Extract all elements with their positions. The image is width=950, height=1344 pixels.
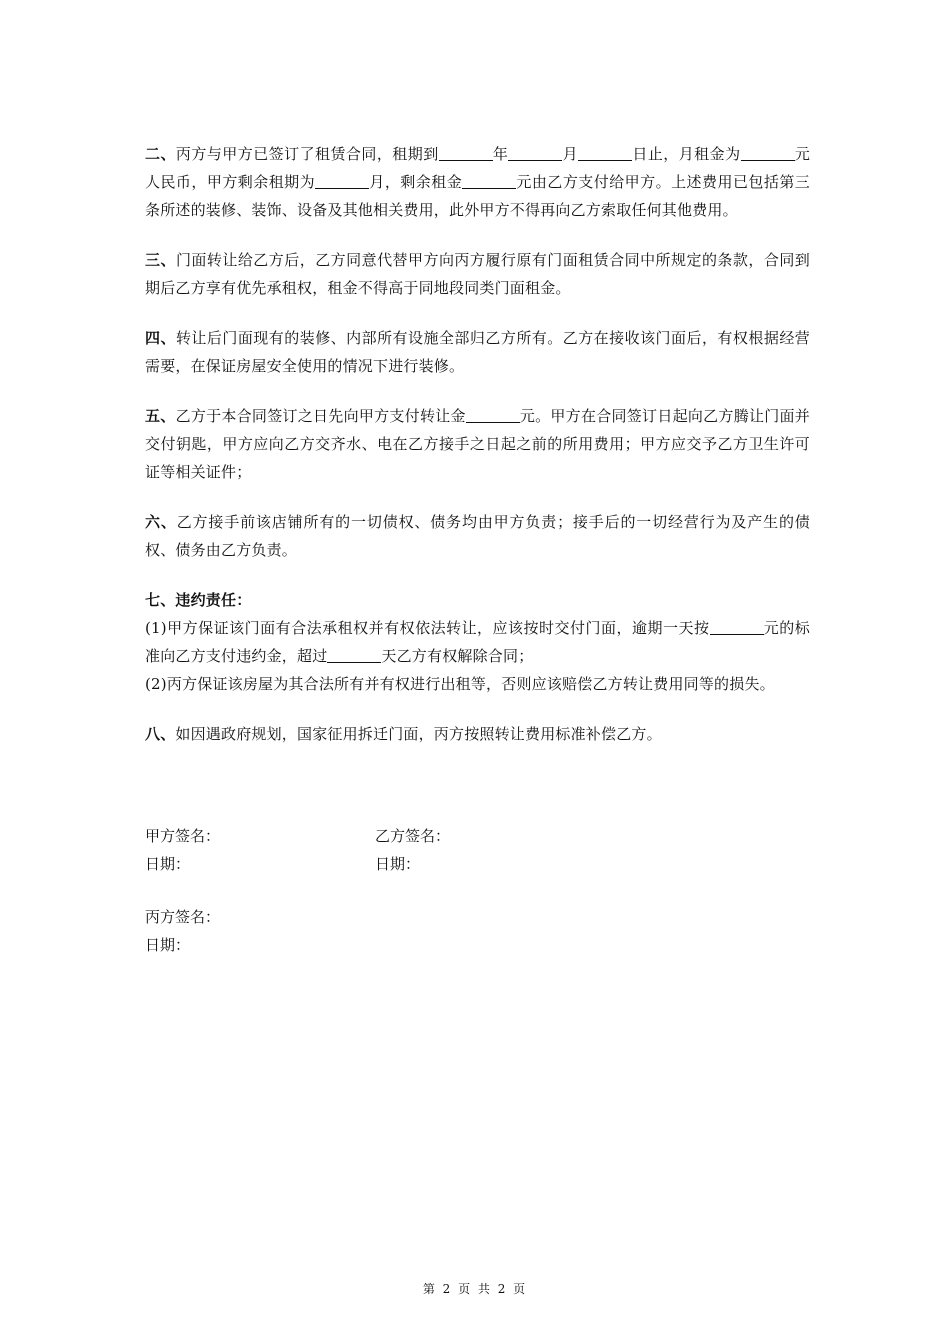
clause-2-text-d: 日止，月租金为 [632, 145, 741, 163]
clause-2-number: 二、 [145, 145, 176, 163]
blank-month [508, 144, 562, 161]
clause-8-number: 八、 [145, 725, 176, 743]
clause-2-text-e: 元人民币，甲方剩余租期为 [145, 145, 811, 191]
blank-year [439, 144, 493, 161]
clause-2-text-b: 年 [492, 145, 509, 163]
blank-daily-penalty [710, 618, 764, 635]
clause-2 [145, 140, 810, 224]
clause-7-title: 七、违约责任： [145, 591, 252, 609]
blank-day [578, 144, 632, 161]
clause-4-number: 四、 [145, 329, 176, 347]
blank-transfer-fee [466, 406, 520, 423]
clause-2-text-c: 月 [562, 145, 579, 163]
clause-4 [145, 324, 810, 380]
contract-body [145, 140, 810, 770]
party-b-date-label: 日期： [375, 855, 421, 873]
blank-days-limit [327, 646, 381, 663]
clause-6-text: 乙方接手前该店铺所有的一切债权、债务均由甲方负责；接手后的一切经营行为及产生的债权、债务由乙方负责。 [145, 513, 810, 559]
clause-5-text-a: 乙方于本合同签订之日先向甲方支付转让金 [175, 407, 466, 425]
clause-5-number: 五、 [145, 407, 176, 425]
signature-block-c [145, 903, 220, 959]
signature-row-c-sign [145, 903, 220, 931]
blank-remaining-term [315, 172, 369, 189]
clause-2-text-a: 丙方与甲方已签订了租赁合同，租期到 [175, 145, 439, 163]
clause-5 [145, 402, 810, 486]
clause-6 [145, 508, 810, 564]
clause-7 [145, 586, 810, 698]
party-b-sign-label: 乙方签名： [375, 827, 451, 845]
signature-block-ab [145, 822, 451, 878]
clause-7-item-1-a: (1)甲方保证该门面有合法承租权并有权依法转让，应该按时交付门面，逾期一天按 [145, 619, 710, 637]
clause-3 [145, 246, 810, 302]
signature-row-c-date [145, 931, 220, 959]
signature-row-date [145, 850, 421, 878]
clause-3-text: 门面转让给乙方后，乙方同意代替甲方向丙方履行原有门面租赁合同中所规定的条款，合同到期后乙方享有优先承租权，租金不得高于同地段同类门面租金。 [145, 251, 810, 297]
page-footer: 第 2 页 共 2 页 [422, 1282, 528, 1296]
clause-7-item-1-c: 天乙方有权解除合同； [381, 647, 534, 665]
clause-4-text: 转让后门面现有的装修、内部所有设施全部归乙方所有。乙方在接收该门面后，有权根据经营需要，在保证房屋安全使用的情况下进行装修。 [145, 329, 810, 375]
party-c-sign-label: 丙方签名： [145, 908, 221, 926]
clause-5-text-b: 元。甲方在合同签订日起向乙方腾让门面并交付钥匙，甲方应向乙方交齐水、电在乙方接手之日起之前的所用费用；甲方应交予乙方卫生许可证等相关证件； [145, 407, 810, 481]
party-c-date-label: 日期： [145, 936, 191, 954]
party-a-date-label: 日期： [145, 855, 191, 873]
clause-8 [145, 720, 810, 748]
clause-3-number: 三、 [145, 251, 176, 269]
clause-7-item-2: (2)丙方保证该房屋为其合法所有并有权进行出租等，否则应该赔偿乙方转让费用同等的损失。 [145, 675, 775, 693]
clause-7-item-1-b: 元的标准向乙方支付违约金，超过 [145, 619, 810, 665]
clause-2-text-g: 元由乙方支付给甲方。上述费用已包括第三条所述的装修、装饰、设备及其他相关费用，此外甲方不得再向乙方索取任何其他费用。 [145, 173, 810, 219]
blank-monthly-rent [741, 144, 795, 161]
clause-8-text: 如因遇政府规划，国家征用拆迁门面，丙方按照转让费用标准补偿乙方。 [175, 725, 662, 743]
clause-2-text-f: 月，剩余租金 [369, 173, 463, 191]
party-a-sign-label: 甲方签名： [145, 827, 221, 845]
clause-6-number: 六、 [145, 513, 177, 531]
blank-remaining-rent [462, 172, 516, 189]
signature-row-sign [145, 822, 451, 850]
